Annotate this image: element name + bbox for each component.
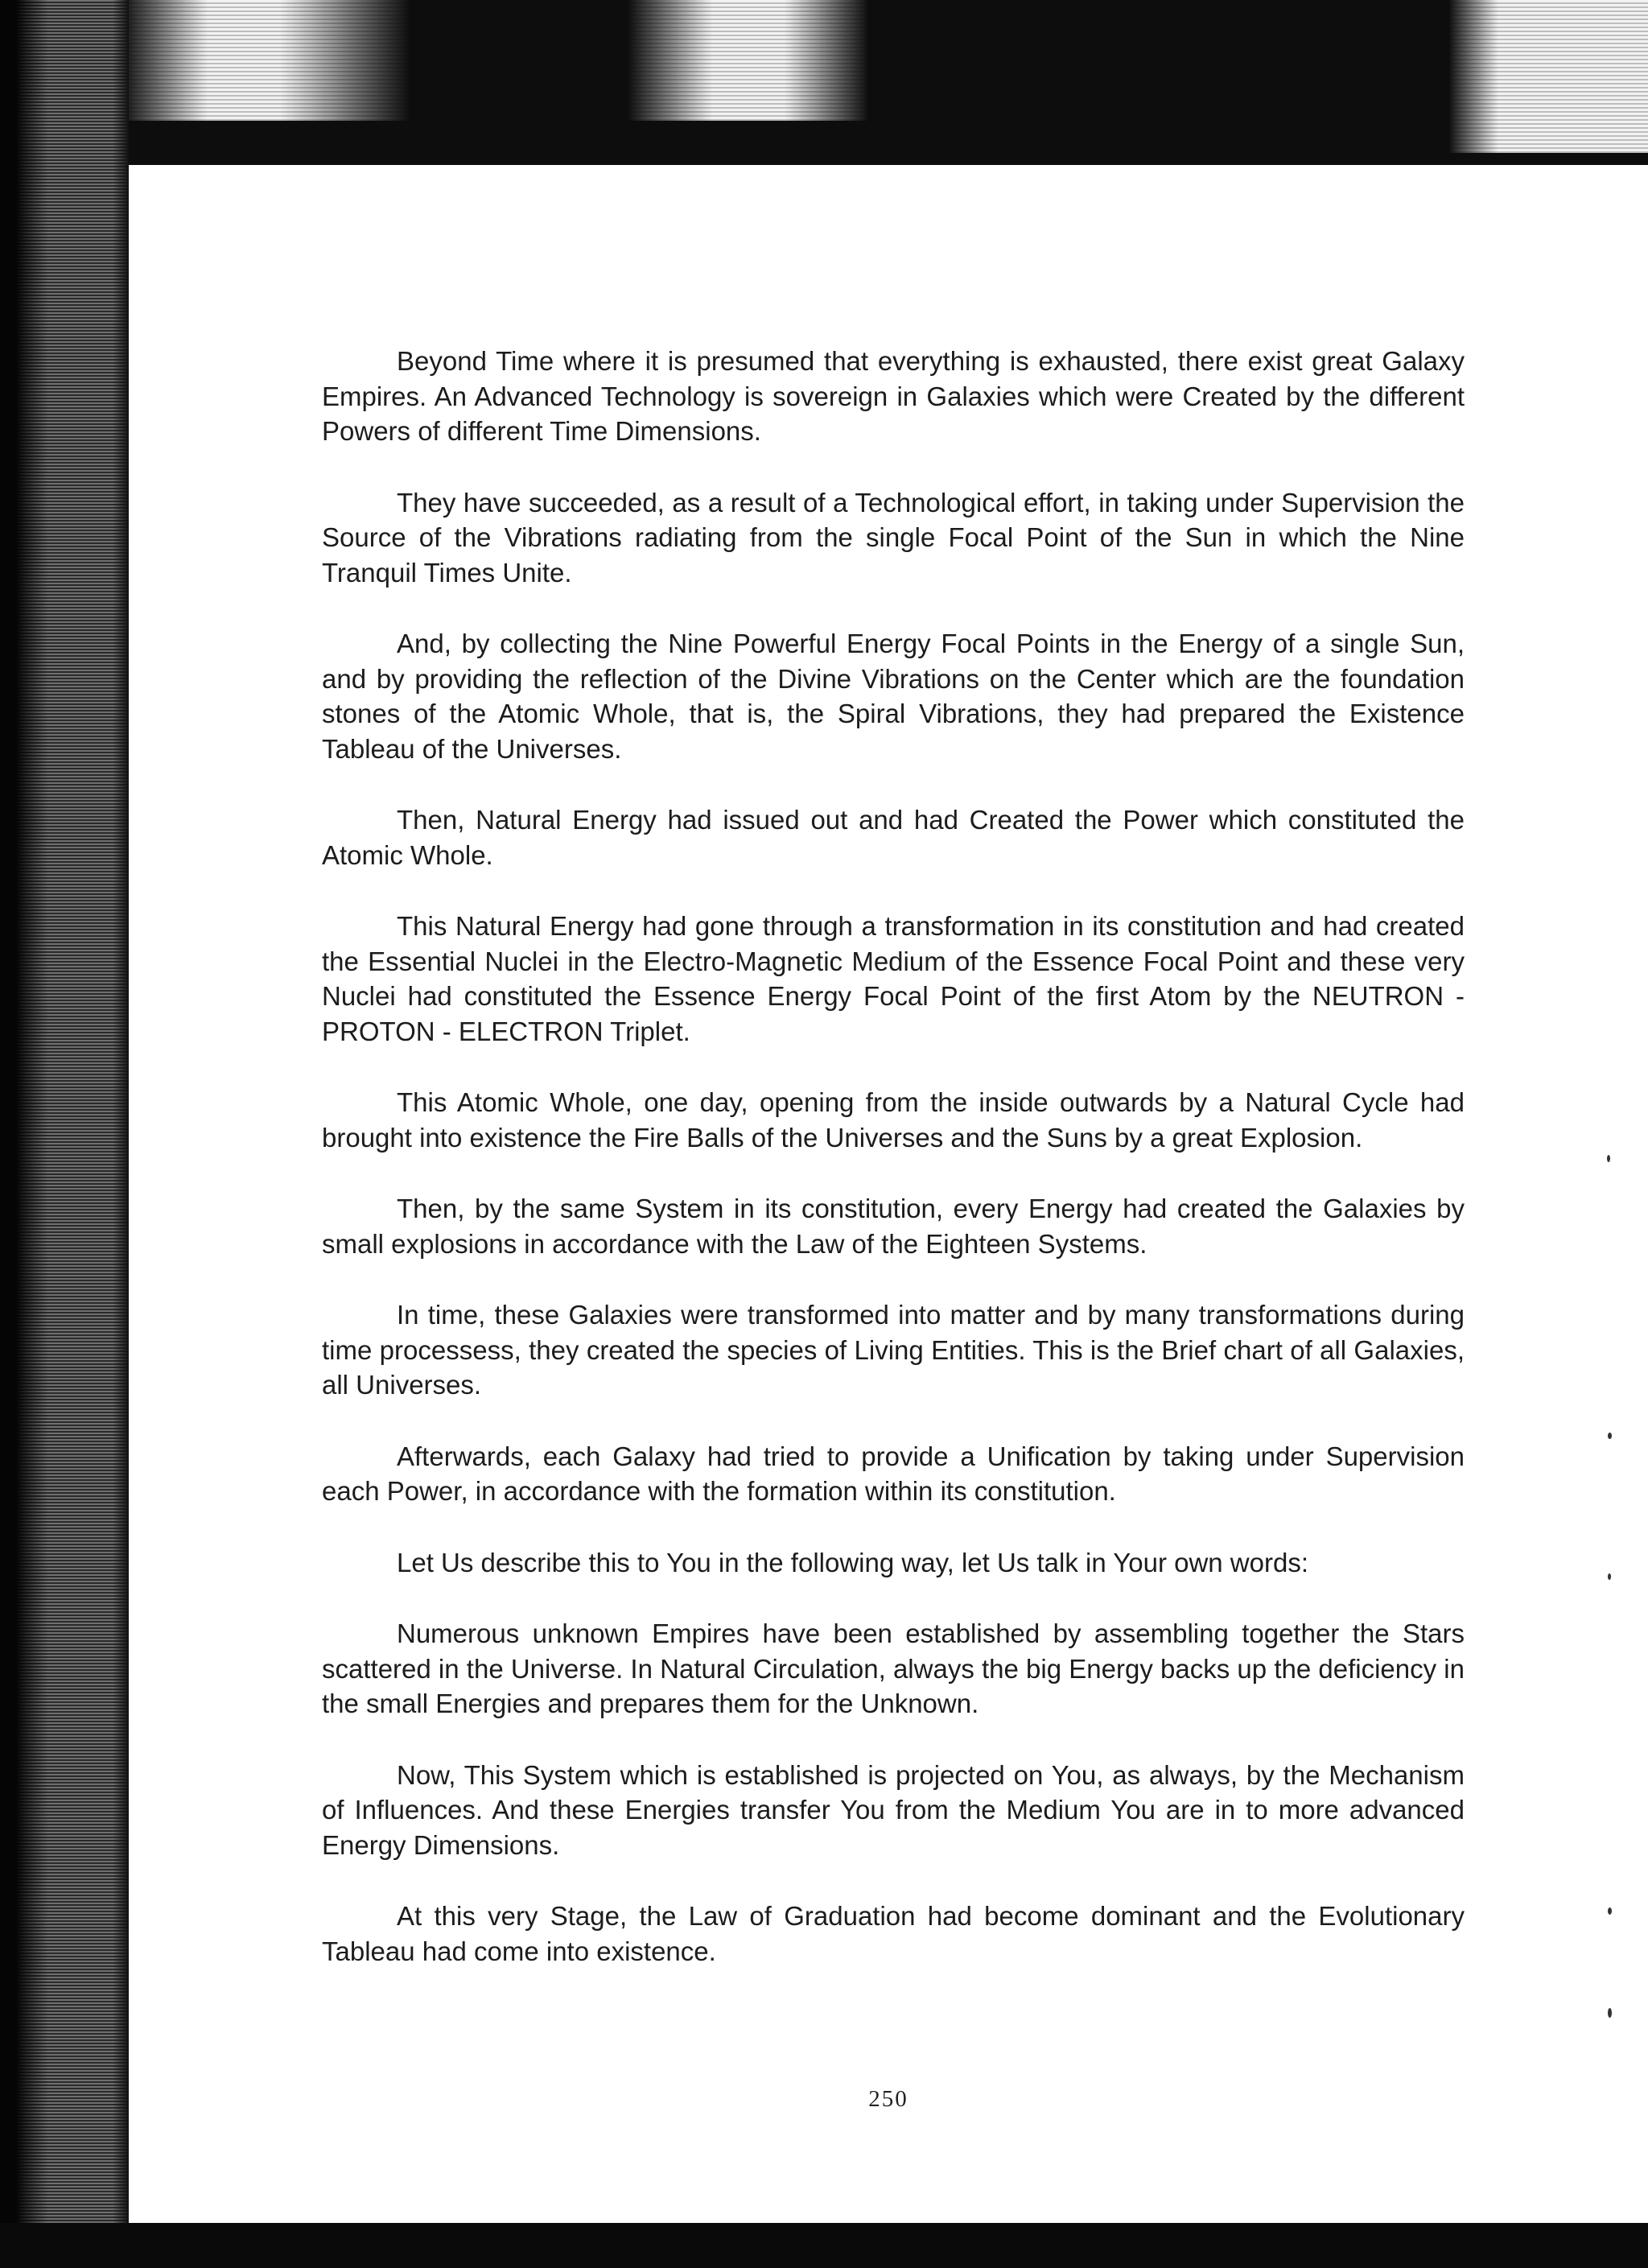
paragraph: Let Us describe this to You in the following way, let Us talk in Your own words: bbox=[397, 1547, 1309, 1577]
book-page bbox=[129, 165, 1648, 2223]
paragraph: Now, This System which is established is projected on You, as always, by the Mechanism of Influences. And these Energies transfer You from the Medium You are in to more advanced Energy Dimensions. bbox=[322, 1759, 1465, 1860]
paragraph: This Natural Energy had gone through a transformation in its constitution and had created the Essential Nuclei in the Electro-Magnetic Medium of the Essence Focal Point and these very Nuclei had constituted the Essence Energy Focal Point of the first Atom by the NEUTRON - PROTON - ELECTRON Triplet. bbox=[322, 911, 1465, 1046]
paragraph: At this very Stage, the Law of Graduation had become dominant and the Evolutionary Tableau had come into existence. bbox=[322, 1901, 1465, 1966]
page-number: 250 bbox=[868, 2086, 908, 2112]
scan-speck bbox=[1608, 1433, 1612, 1439]
scan-top-border bbox=[0, 0, 1648, 169]
scan-streak bbox=[121, 0, 410, 121]
body-text bbox=[322, 344, 1465, 2005]
scan-speck bbox=[1608, 1573, 1611, 1580]
paragraph: They have succeeded, as a result of a Technological effort, in taking under Supervision the Source of the Vibrations radiating from the single Focal Point of the Sun in which the Nine Tranquil Times Unite. bbox=[322, 487, 1465, 588]
scan-bottom-border bbox=[0, 2223, 1648, 2268]
scan-speck bbox=[1608, 2008, 1612, 2018]
paragraph: Afterwards, each Galaxy had tried to provide a Unification by taking under Supervision each Power, in accordance with the formation within its constitution. bbox=[322, 1441, 1465, 1506]
paragraph: Then, by the same System in its constitution, every Energy had created the Galaxies by small explosions in accordance with the Law of the Eighteen Systems. bbox=[322, 1194, 1465, 1259]
paragraph: Beyond Time where it is presumed that everything is exhausted, there exist great Galaxy Empires. An Advanced Technology is sovereign in Galaxies which were Created by the different Powers of different Time Dimensions. bbox=[322, 346, 1465, 446]
scan-streak bbox=[1448, 0, 1648, 153]
scan-speck bbox=[1608, 1907, 1612, 1915]
paragraph: Numerous unknown Empires have been established by assembling together the Stars scattered in the Universe. In Natural Circulation, always the big Energy backs up the deficiency in the small Energies and prepares them for the Unknown. bbox=[322, 1619, 1465, 1718]
scan-streak bbox=[628, 0, 869, 121]
paragraph: This Atomic Whole, one day, opening from the inside outwards by a Natural Cycle had brought into existence the Fire Balls of the Universes and the Suns by a great Explosion. bbox=[322, 1087, 1465, 1153]
paragraph: Then, Natural Energy had issued out and had Created the Power which constituted the Atomic Whole. bbox=[322, 805, 1465, 870]
paragraph: And, by collecting the Nine Powerful Energy Focal Points in the Energy of a single Sun, and by providing the reflection of the Divine Vibrations on the Center which are the foundation stones of the Atomic Whole, that is, the Spiral Vibrations, they had prepared the Existence Tableau of the Universes. bbox=[322, 629, 1465, 764]
paragraph: In time, these Galaxies were transformed into matter and by many transformations during time processess, they created the species of Living Entities. This is the Brief chart of all Galaxies, all Universes. bbox=[322, 1300, 1465, 1400]
scan-speck bbox=[1607, 1155, 1610, 1162]
scan-binding-edge bbox=[0, 0, 129, 2268]
